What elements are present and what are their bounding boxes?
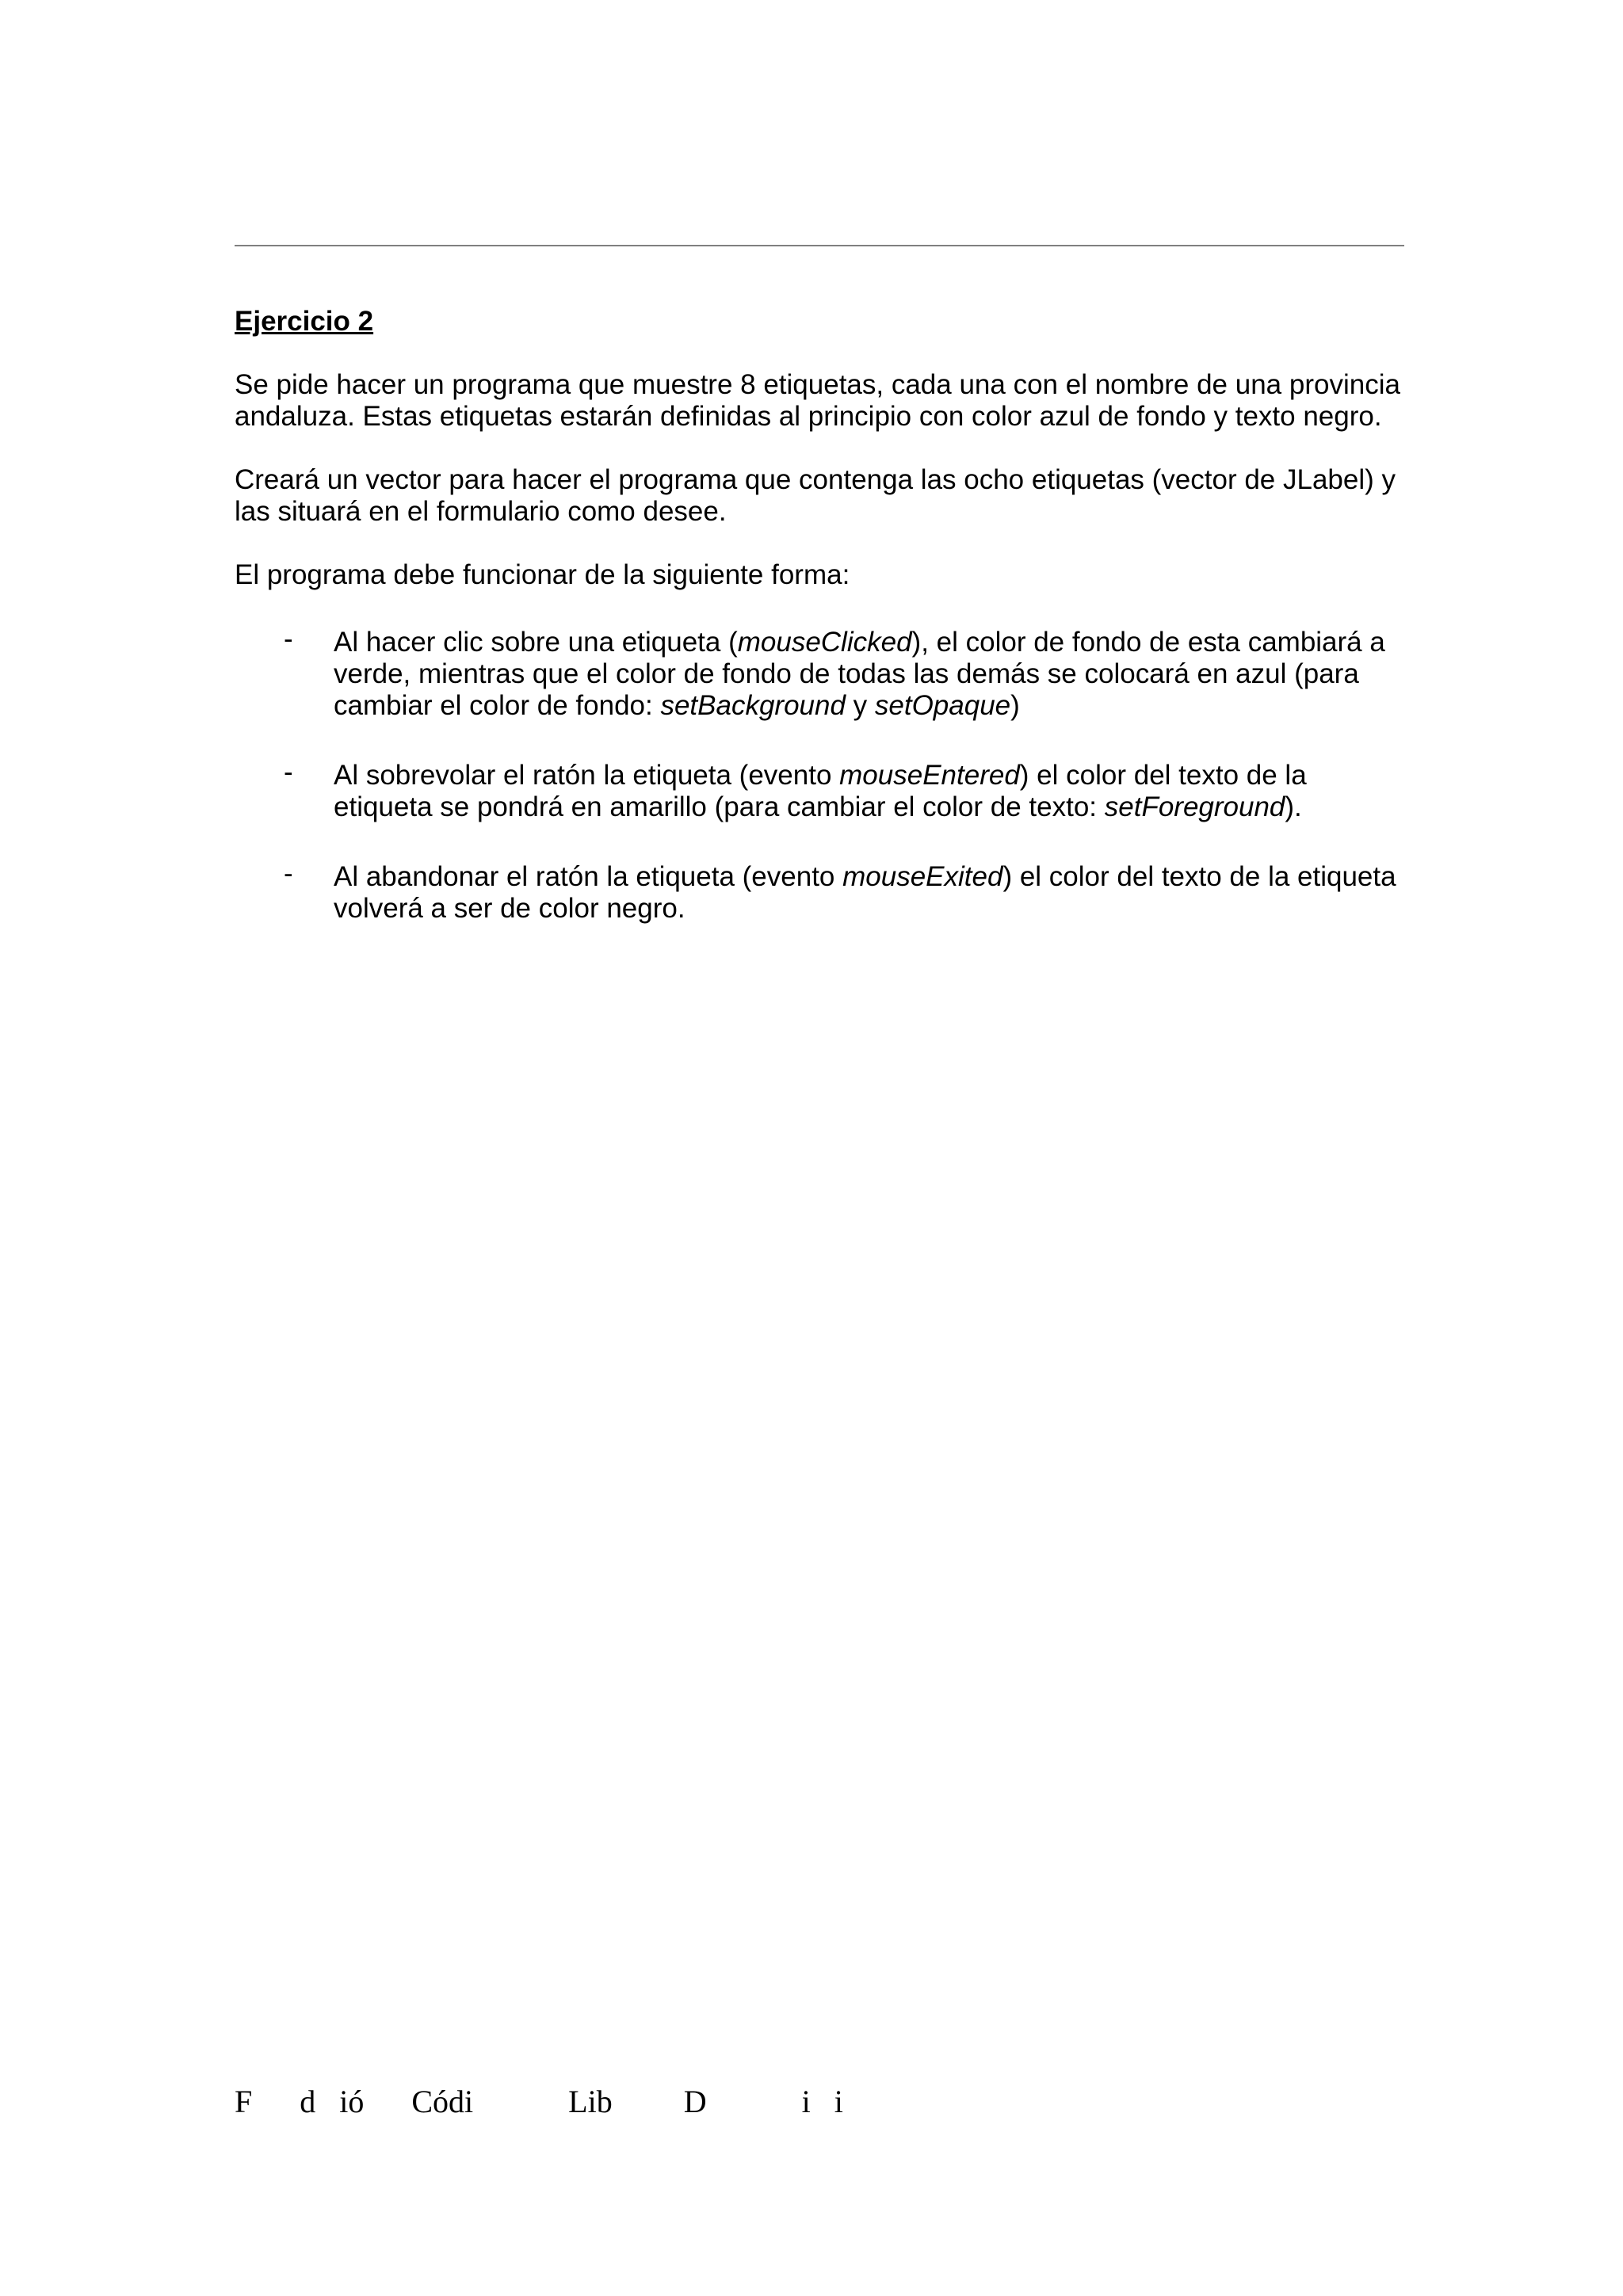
bullet-dash: - xyxy=(284,624,293,654)
event-name: mouseEntered xyxy=(839,760,1020,791)
behavior-list xyxy=(235,624,1404,925)
list-item-mouse-exited xyxy=(235,858,1404,925)
method-name: setOpaque xyxy=(874,690,1011,721)
bullet-text: Al abandonar el ratón la etiqueta (evento xyxy=(334,861,843,892)
page-footer: F d ió Códi Lib D i i xyxy=(235,2084,843,2119)
bullet-text: y xyxy=(845,690,875,721)
list-item-mouse-clicked xyxy=(235,624,1404,722)
paragraph-intro: Se pide hacer un programa que muestre 8 etiquetas, cada una con el nombre de una provincia andaluza. Estas etiquetas estarán definidas al principio con color azul de fondo y texto negro. xyxy=(235,369,1400,432)
bullet-text: ) el color del texto de la etiqueta volverá a ser de color negro. xyxy=(334,861,1396,924)
exercise-title: Ejercicio 2 xyxy=(235,306,374,337)
paragraph-vector: Creará un vector para hacer el programa que contenga las ocho etiquetas (vector de JLabel) y las situará en el formulario como desee. xyxy=(235,464,1396,527)
bullet-text: ) xyxy=(1010,690,1020,721)
bullet-text: ). xyxy=(1285,791,1302,822)
method-name: setForeground xyxy=(1104,791,1285,822)
bullet-text: ), el color de fondo de esta cambiará a verde, mientras que el color de fondo de todas las demás se colocará en azul (para cambiar el color de fondo: xyxy=(334,627,1385,721)
method-name: setBackground xyxy=(660,690,846,721)
event-name: mouseExited xyxy=(842,861,1003,892)
bullet-text: Al hacer clic sobre una etiqueta ( xyxy=(334,627,738,658)
list-item-mouse-entered xyxy=(235,757,1404,823)
bullet-dash: - xyxy=(284,858,293,889)
bullet-dash: - xyxy=(284,757,293,788)
event-name: mouseClicked xyxy=(737,627,912,658)
bullet-text: Al sobrevolar el ratón la etiqueta (evento xyxy=(334,760,840,791)
paragraph-behavior: El programa debe funcionar de la siguiente forma: xyxy=(235,559,850,590)
header-rule xyxy=(235,245,1404,246)
bullet-text: ) el color del texto de la etiqueta se pondrá en amarillo (para cambiar el color de texto: xyxy=(334,760,1307,822)
document-body xyxy=(235,306,1404,963)
